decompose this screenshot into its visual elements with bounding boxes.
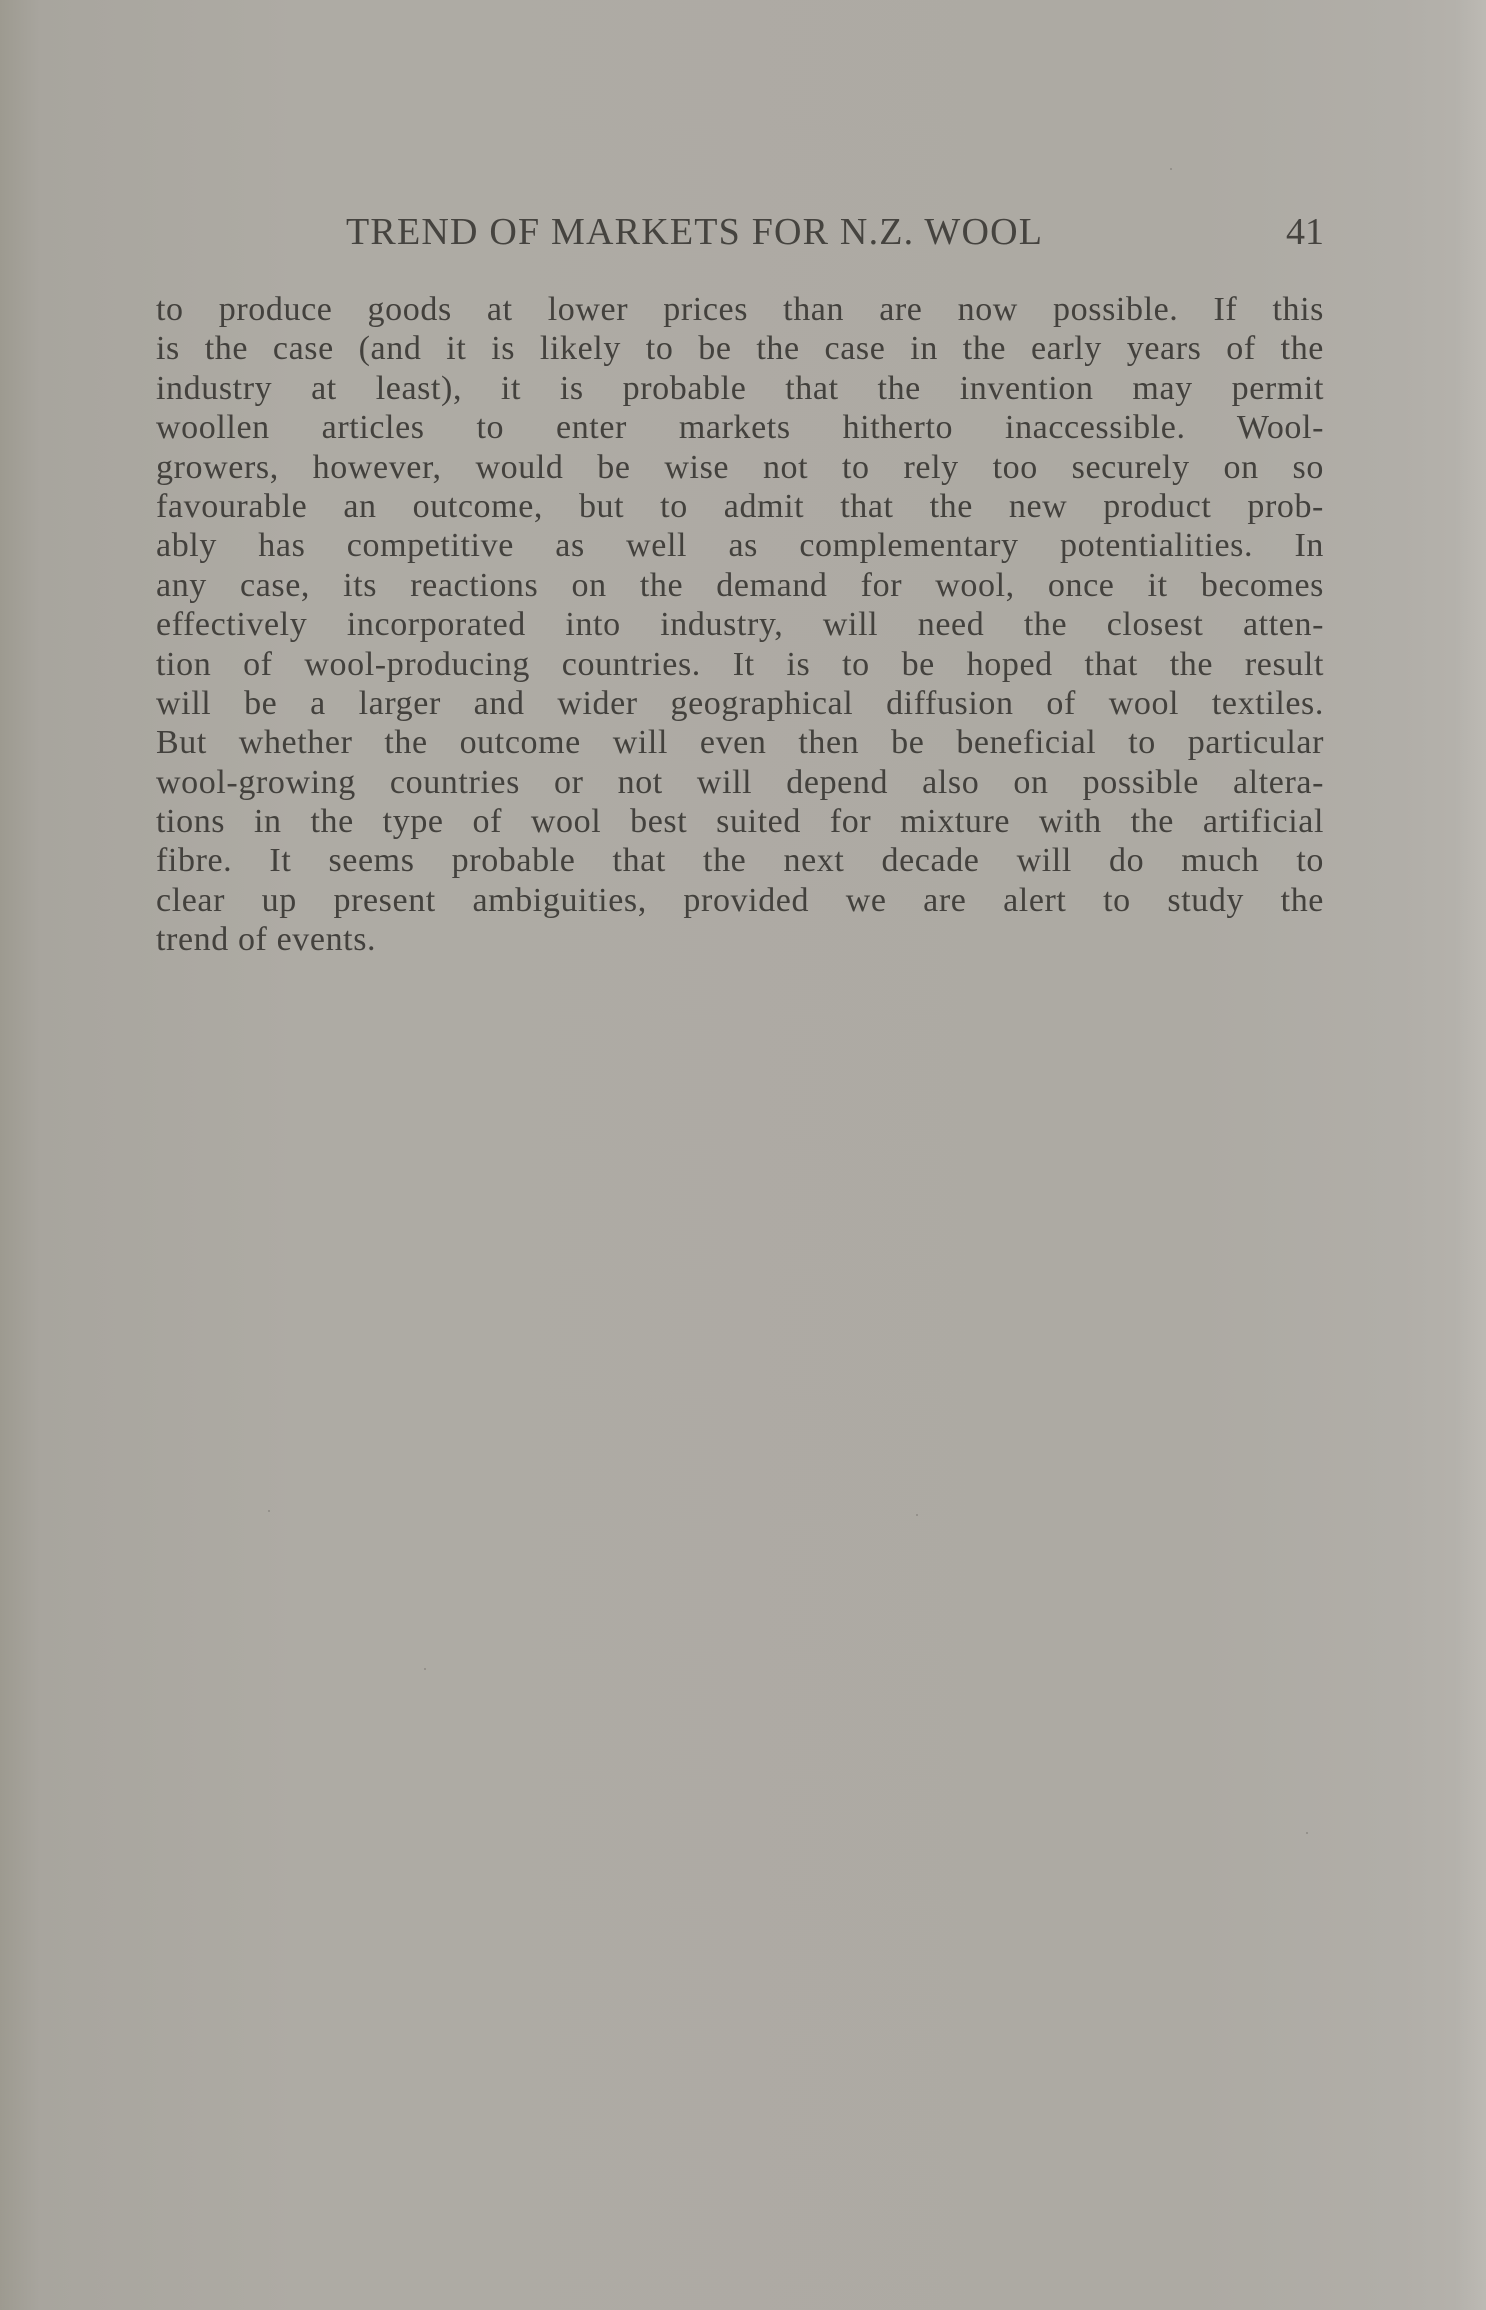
paper-speck — [1170, 168, 1172, 170]
text-line: wool-growing countries or not will depend also on possible altera- — [156, 763, 1324, 801]
text-line: But whether the outcome will even then be beneficial to particular — [156, 724, 1324, 762]
text-line: favourable an outcome, but to admit that the new product prob- — [156, 487, 1324, 525]
text-line: industry at least), it is probable that the invention may permit — [156, 369, 1324, 407]
running-head — [156, 210, 1324, 260]
paper-speck — [268, 1510, 270, 1512]
text-line: tions in the type of wool best suited for mixture with the artificial — [156, 803, 1324, 841]
text-line: tion of wool-producing countries. It is to be hoped that the result — [156, 645, 1324, 683]
text-line: will be a larger and wider geographical diffusion of wool textiles. — [156, 684, 1324, 722]
page-edge-shading — [1456, 0, 1486, 2310]
text-line: woollen articles to enter markets hitherto inaccessible. Wool- — [156, 409, 1324, 447]
running-head-title: TREND OF MARKETS FOR N.Z. WOOL — [346, 211, 1044, 253]
text-line: is the case (and it is likely to be the case in the early years of the — [156, 330, 1324, 368]
text-line: fibre. It seems probable that the next decade will do much to — [156, 842, 1324, 880]
paper-speck — [1306, 1832, 1308, 1834]
text-line: effectively incorporated into industry, will need the closest atten- — [156, 606, 1324, 644]
page-number: 41 — [1286, 211, 1324, 253]
text-line: any case, its reactions on the demand for wool, once it becomes — [156, 566, 1324, 604]
body-paragraph — [156, 290, 1324, 960]
text-line: clear up present ambiguities, provided we are alert to study the — [156, 881, 1324, 919]
paper-speck — [424, 1668, 426, 1670]
text-line: to produce goods at lower prices than are now possible. If this — [156, 291, 1324, 328]
text-line: growers, however, would be wise not to rely too securely on so — [156, 448, 1324, 486]
text-line-last: trend of events. — [156, 921, 377, 959]
paper-speck — [916, 1514, 918, 1516]
text-line: ably has competitive as well as complementary potentialities. In — [156, 527, 1324, 565]
